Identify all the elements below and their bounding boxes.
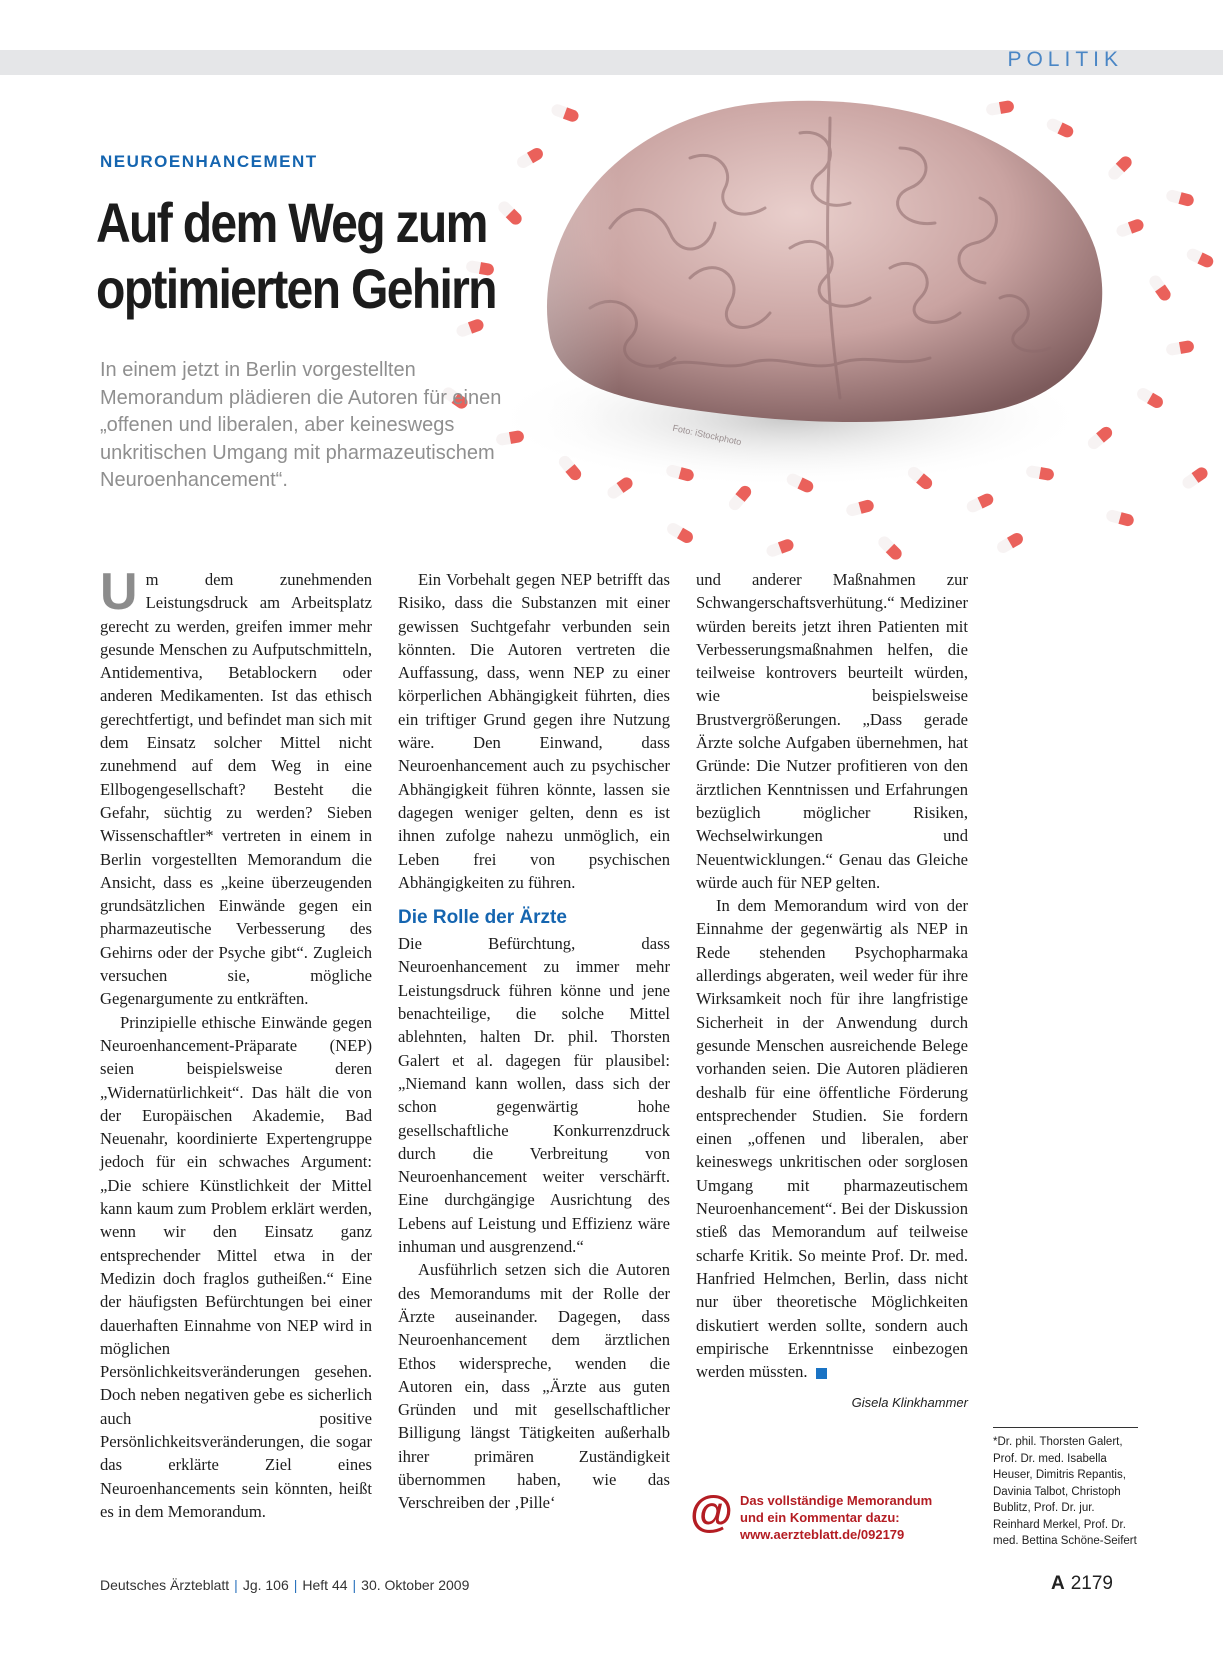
page-number-value: 2179	[1070, 1573, 1113, 1594]
paragraph: Prinzipielle ethische Einwände gegen Neuroenhancement-Präparate (NEP) seien beispielsweise deren „Widernatürlichkeit“. Das hält die von der Europäischen Akademie, Bad Neuenahr, koordinierte Expertengruppe jedoch für ein schwaches Argument: „Die schiere Künstlichkeit der Mittel kann kaum zum Problem erklärt werden, wenn wir den Einsatz ganz entsprechender Mittel etwa in der Medizin doch fraglos gutheißen.“ Eine der häufigsten Befürchtungen bei einer dauerhaften Einnahme von NEP wird in möglichen Persönlichkeitsveränderungen gesehen. Doch neben negativen gebe es sicherlich auch positive Persönlichkeitsveränderungen, die sogar das erklärte Ziel eines Neuroenhancements sein könnten, heißt es in dem Memorandum.	[100, 1012, 372, 1521]
article-author: Gisela Klinkhammer	[851, 1395, 968, 1411]
journal-name: Deutsches Ärzteblatt	[100, 1577, 230, 1593]
paragraph: Um dem zunehmenden Leistungsdruck am Arbeitsplatz gerecht zu werden, greifen immer mehr gesunde Menschen zu Aufputschmitteln, Antidementiva, Betablockern oder anderen Medikamenten. Ist das ethisch gerechtfertigt, und befindet man sich mit dem Einsatz solcher Mittel nicht zunehmend auf dem Weg in eine Ellbogengesellschaft? Besteht die Gefahr, süchtig zu werden? Sieben Wissenschaftler* vertreten in einem in Berlin vorgestellten Memorandum die Ansicht, dass es „keine überzeugenden grundsätzlichen Einwände gegen ein pharmazeutische Verbesserung des Gehirns oder der Psyche gibt“. Zugleich versuchen sie, mögliche Gegenargumente zu entkräften.	[100, 563, 372, 1009]
online-reference-line-1: Das vollständige Memorandum	[740, 1493, 933, 1508]
at-sign-icon: @	[690, 1487, 733, 1536]
article-column-2	[398, 568, 670, 1515]
page-number	[1051, 1573, 1113, 1595]
section-subheading: Die Rolle der Ärzte	[398, 907, 567, 929]
footer-separator: |	[293, 1577, 298, 1593]
online-reference-box[interactable]	[690, 1487, 950, 1550]
paragraph: und anderer Maßnahmen zur Schwangerschaftsverhütung.“ Mediziner würden bereits jetzt ihren Patienten mit Verbesserungsmaßnahmen helfen, die teilweise kontrovers beurteilt würden, wie beispielsweise Brustvergrößerungen. „Dass gerade Ärzte solche Aufgaben übernehmen, hat Gründe: Die Nutzer profitieren von den ärztlichen Kenntnissen und Erfahrungen bezüglich möglicher Risiken, Wechselwirkungen und Neuentwicklungen.“ Genau das Gleiche würde auch für NEP gelten.	[696, 570, 968, 892]
article-column-1	[100, 563, 372, 1523]
issue-date: 30. Oktober 2009	[361, 1577, 470, 1593]
article-kicker: NEUROENHANCEMENT	[100, 152, 318, 171]
paragraph: In dem Memorandum wird von der Einnahme der gegenwärtig als NEP in Rede stehenden Psychopharmaka allerdings abgeraten, weil weder für ihre Wirksamkeit noch für ihre langfristige Sicherheit in der Anwendung durch gesunde Menschen ausreichende Belege vorhanden seien. Die Autoren plädieren deshalb für eine öffentliche Förderung entsprechender Studien. Sie fordern einen „offenen und liberalen, aber keineswegs unkritischen oder sorglosen Umgang mit pharmazeutischem Neuroenhancement“. Bei der Diskussion stieß das Memorandum auf teilweise scharfe Kritik. So meinte Prof. Dr. med. Hanfried Helmchen, Berlin, dass nicht nur über theoretische Möglichkeiten diskutiert werden sollte, sondern auch empirische Erkenntnisse einbezogen werden müssten.	[696, 896, 968, 1382]
article-headline	[96, 190, 526, 322]
footer-separator: |	[234, 1577, 238, 1593]
journal-volume: Jg. 106	[242, 1577, 289, 1593]
paragraph: Die Befürchtung, dass Neuroenhancement zu immer mehr Leistungsdruck führen könne und jene benachteilige, die solche Mittel ablehnten, halten Dr. phil. Thorsten Galert et al. dagegen für plausibel: „Niemand kann wollen, dass sich der schon gegenwärtig hohe gesellschaftliche Konkurrenzdruck durch die Verbreitung von Neuroenhancement weiter verschärft. Eine durchgängige Ausrichtung des Lebens auf Leistung und Effizienz wäre inhuman und ausgrenzend.“	[398, 934, 670, 1257]
online-reference-line-2: und ein Kommentar dazu:	[740, 1510, 900, 1525]
drop-cap: U	[100, 563, 138, 621]
online-reference-link[interactable]: www.aerzteblatt.de/092179	[740, 1527, 905, 1542]
article-lead: In einem jetzt in Berlin vorgestellten Memorandum plädieren die Autoren für einen „offenen und liberalen, aber keineswegs unkritischen Umgang mit pharmazeutischem Neuroenhancement“.	[100, 359, 502, 491]
photo-credit: Foto: iStockphoto	[671, 422, 743, 448]
brain-illustration	[360, 78, 1223, 598]
end-mark-icon	[816, 1368, 827, 1379]
headline-line-2: optimierten Gehirn	[96, 257, 496, 320]
journal-issue: Heft 44	[302, 1577, 348, 1593]
article-column-3	[696, 568, 968, 1415]
paragraph: Ausführlich setzen sich die Autoren des Memorandums mit der Rolle der Ärzte auseinander. Dagegen, dass Neuroenhancement dem ärztlichen Ethos widerspreche, wenden die Autoren ein, dass „Ärzte aus guten Gründen und mit gesellschaftlicher Billigung längst Tätigkeiten außerhalb ihrer primären Zuständigkeit übernommen haben, wie das Verschreiben der ‚Pille‘	[398, 1260, 670, 1513]
online-reference-text	[740, 1492, 932, 1543]
page-footer	[100, 1577, 469, 1593]
footer-separator: |	[352, 1577, 357, 1593]
paragraph: Ein Vorbehalt gegen NEP betrifft das Risiko, dass die Substanzen mit einer gewissen Suchtgefahr verbunden sein könnten. Die Autoren vertreten die Auffassung, dass, wenn NEP zu einer körperlichen Abhängigkeit führten, dies ein triftiger Grund gegen ihre Nutzung wäre. Den Einwand, dass Neuroenhancement auch zu psychischer Abhängigkeit führen könnte, lassen sie dagegen weniger gelten, denn es ist ihnen zufolge nahezu unmöglich, ein Leben frei von psychischen Abhängigkeiten zu führen.	[398, 570, 670, 892]
hero-image	[360, 78, 1223, 598]
headline-line-1: Auf dem Weg zum	[96, 191, 487, 254]
page-prefix: A	[1050, 1573, 1065, 1594]
authors-footnote: *Dr. phil. Thorsten Galert, Prof. Dr. med. Isabella Heuser, Dimitris Repantis, Davinia Talbot, Christoph Bublitz, Prof. Dr. jur. Reinhard Merkel, Prof. Dr. med. Bettina Schöne-Seifert	[993, 1427, 1138, 1550]
section-label: POLITIK	[1007, 48, 1123, 71]
